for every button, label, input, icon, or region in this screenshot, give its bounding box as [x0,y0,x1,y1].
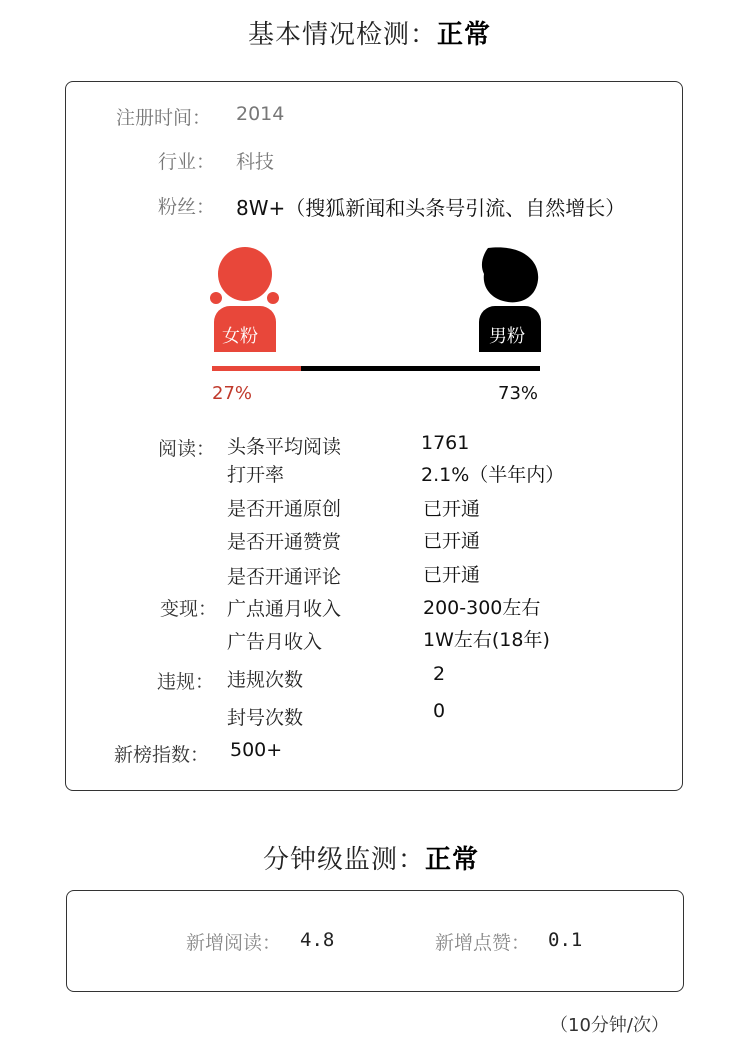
male-percent: 73% [498,383,539,404]
rank-value: 500+ [230,739,283,761]
section-status: 正常 [425,845,480,875]
monitor-frequency: （10分钟/次） [550,1015,669,1036]
violation-row-value: 2 [433,663,446,685]
reading-row-name: 是否开通赞赏 [227,531,342,553]
reading-row-name: 是否开通评论 [227,566,342,588]
monetize-row-value: 200-300左右 [423,597,541,619]
register-value: 2014 [236,103,285,125]
minute-monitor-card [66,890,684,992]
violation-row-name: 封号次数 [227,707,304,729]
female-percent: 27% [212,383,253,404]
reading-row-value: 1761 [421,432,470,454]
reading-row-value: 2.1%（半年内） [421,464,565,486]
reading-row-name: 是否开通原创 [227,498,342,520]
register-label: 注册时间： [116,107,212,129]
violation-row-value: 0 [433,700,446,722]
rank-label: 新榜指数： [114,744,210,766]
section-title-basic [248,14,491,51]
fans-value: 8W+（搜狐新闻和头条号引流、自然增长） [236,196,626,220]
violation-group-label: 违规： [157,671,215,693]
female-label: 女粉 [222,326,258,347]
section-title-text: 分钟级监测： [263,845,426,875]
section-title-text: 基本情况检测： [248,20,438,50]
reading-row-value: 已开通 [423,564,481,586]
new-reads-label: 新增阅读： [186,932,282,954]
industry-value: 科技 [236,151,275,173]
male-label: 男粉 [489,326,525,347]
violation-row-name: 违规次数 [227,669,304,691]
fans-label: 粉丝： [158,196,216,218]
monetize-row-value: 1W左右(18年) [423,629,550,651]
section-title-minute [263,839,479,876]
new-likes-label: 新增点赞： [435,932,531,954]
section-status: 正常 [437,20,492,50]
industry-label: 行业： [158,151,216,173]
monetize-row-name: 广点通月收入 [227,598,342,620]
reading-row-value: 已开通 [423,498,481,520]
reading-row-name: 头条平均阅读 [227,436,342,458]
reading-row-value: 已开通 [423,530,481,552]
gender-ratio-bar [212,366,540,371]
reading-group-label: 阅读： [158,438,216,460]
monetize-row-name: 广告月收入 [227,631,323,653]
female-ratio-fill [212,366,301,371]
new-reads-value: 4.8 [300,929,335,951]
new-likes-value: 0.1 [548,929,583,951]
monetize-group-label: 变现： [160,598,218,620]
reading-row-name: 打开率 [227,464,285,486]
